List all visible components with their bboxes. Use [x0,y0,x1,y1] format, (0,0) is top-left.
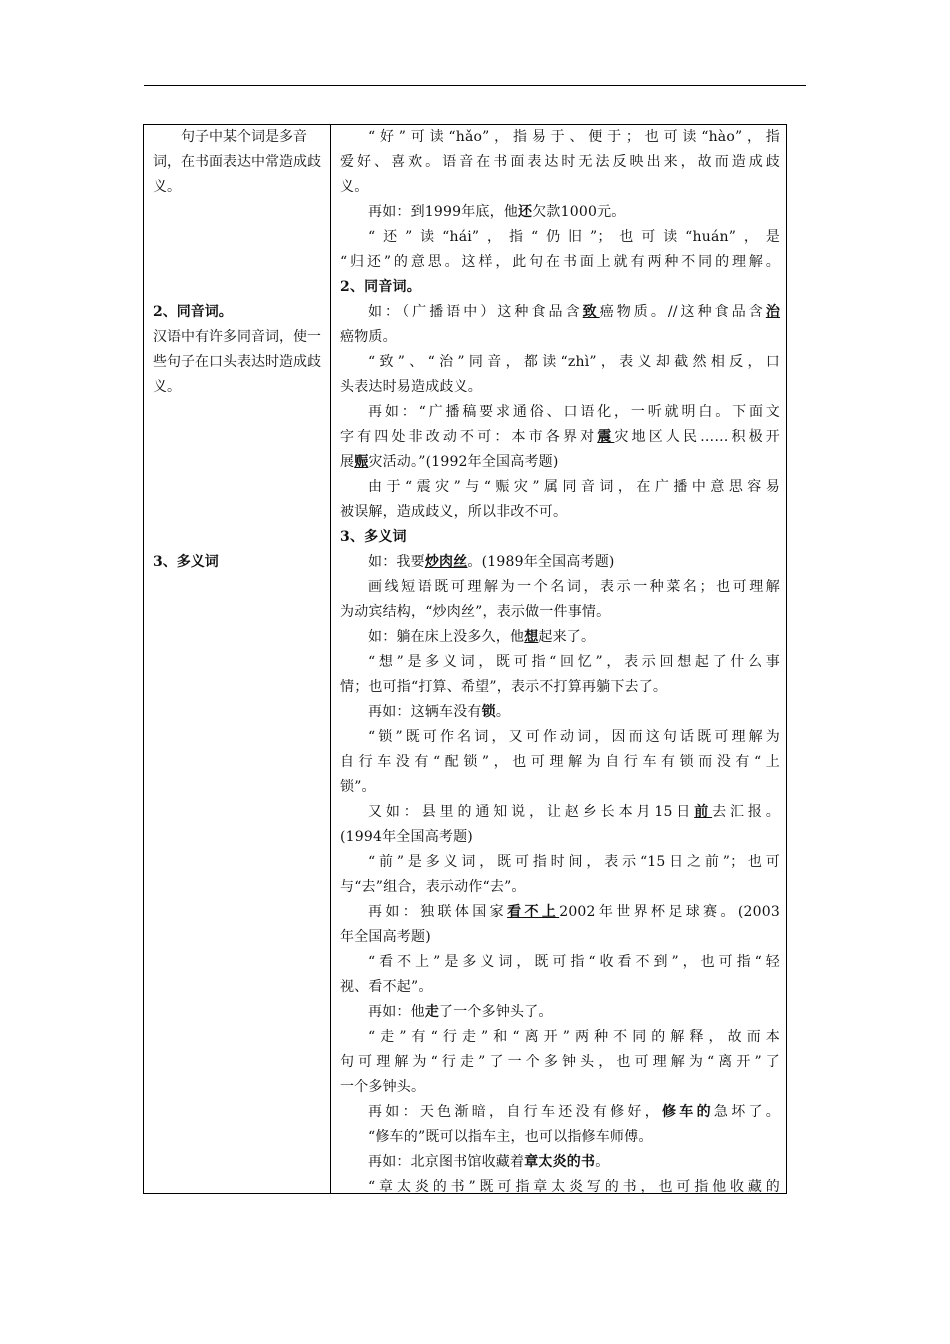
text-line: “走”有“行走”和“离开”两种不同的解释，故而本 [368,1029,780,1045]
section1-description: 句子中某个词是多音词，在书面表达中常造成歧义。 [153,129,321,195]
header-rule [144,85,806,86]
text-line: “前”是多义词，既可指时间，表示“15日之前”；也可 [368,854,780,870]
text-line: 自行车没有“配锁”，也可理解为自行车有锁而没有“上 [340,754,780,770]
text-line: 字有四处非改动不可：本市各界对震灾地区人民……积极开 [340,429,781,445]
emphasis: 震 [597,429,615,445]
emphasis: 章太炎的书 [524,1154,596,1170]
emphasis: 想 [524,629,539,645]
emphasis: 走 [424,1004,440,1020]
text-line: 情；也可指“打算、希望”，表示不打算再躺下去了。 [340,679,668,695]
text-line: 句可理解为“行走”了一个多钟头，也可理解为“离开”了 [340,1054,780,1070]
text-line: 又如：县里的通知说，让赵乡长本月15日前去汇报。 [368,804,780,820]
text-line: “归还”的意思。这样，此句在书面上就有两种不同的理解。 [340,254,780,270]
emphasis: 前 [694,804,713,820]
text-line: 为动宾结构，“炒肉丝”，表示做一件事情。 [340,604,611,620]
content-table [143,124,787,1194]
emphasis: 还 [518,204,533,220]
left-column [144,125,330,1193]
text-line: 再如：他走了一个多钟头了。 [368,1004,553,1020]
emphasis: 看不上 [507,904,560,920]
text-line: “锁”既可作名词，又可作动词，因而这句话既可理解为 [368,729,780,745]
emphasis: 锁 [481,704,496,720]
text-line: 锁”。 [340,779,376,795]
text-line: 再如：北京图书馆收藏着章太炎的书。 [368,1154,610,1170]
text-line: “看不上”是多义词，既可指“收看不到”，也可指“轻 [368,954,780,970]
text-line: 一个多钟头。 [340,1079,426,1095]
text-line: 如：（广播语中）这种食品含致癌物质。//这种食品含治 [368,304,781,320]
text-line: 再如：天色渐暗，自行车还没有修好，修车的急坏了。 [368,1104,780,1120]
section3-title: 3、多义词 [153,554,219,570]
text-line: (1994年全国高考题) [340,829,473,845]
section2-description: 汉语中有许多同音词，使一些句子在口头表达时造成歧义。 [153,329,321,395]
text-line: 视、看不起”。 [340,979,433,995]
emphasis: 致 [582,304,600,320]
subheading: 3、多义词 [340,529,407,545]
text-line: 头表达时易造成歧义。 [340,379,482,395]
text-line: 再如：到1999年底，他还欠款1000元。 [368,204,626,220]
text-line: “致”、“治”同音，都读“zhì”，表义却截然相反，口 [368,354,780,370]
text-line: 义。 [340,179,369,195]
text-line: “还”读“hái”，指“仍旧”；也可读“huán”，是 [368,229,780,245]
text-line: “想”是多义词，既可指“回忆”，表示回想起了什么事 [368,654,780,670]
text-line: 癌物质。 [340,329,397,345]
emphasis: 治 [765,304,781,320]
text-line: 年全国高考题) [340,929,431,945]
right-column [331,125,788,1193]
text-line: “好”可读“hǎo”，指易于、便于；也可读“hào”，指 [368,129,780,145]
emphasis: 赈 [354,454,369,470]
text-line: “章太炎的书”既可指章太炎写的书，也可指他收藏的 [368,1179,780,1195]
text-line: 与“去”组合，表示动作“去”。 [340,879,526,895]
text-line: 爱好、喜欢。语音在书面表达时无法反映出来，故而造成歧 [340,154,780,170]
text-line: 画线短语既可理解为一个名词，表示一种菜名；也可理解 [368,579,780,595]
text-line: 展赈灾活动。”(1992年全国高考题) [340,454,559,470]
text-line: 再如：“广播稿要求通俗、口语化，一听就明白。下面文 [368,404,780,420]
emphasis: 炒肉丝 [424,554,468,570]
text-line: 再如：独联体国家看不上2002年世界杯足球赛。(2003 [368,904,780,920]
text-line: 由于“震灾”与“赈灾”属同音词，在广播中意思容易 [368,479,780,495]
text-line: 如：躺在床上没多久，他想起来了。 [368,629,596,645]
subheading: 2、同音词。 [340,279,421,295]
text-line: 被误解，造成歧义，所以非改不可。 [340,504,568,520]
section2-title: 2、同音词。 [153,304,233,320]
text-line: 如：我要炒肉丝。(1989年全国高考题) [368,554,615,570]
emphasis: 修车的 [662,1104,714,1120]
text-line: “修车的”既可以指车主，也可以指修车师傅。 [368,1129,653,1145]
text-line: 再如：这辆车没有锁。 [368,704,511,720]
